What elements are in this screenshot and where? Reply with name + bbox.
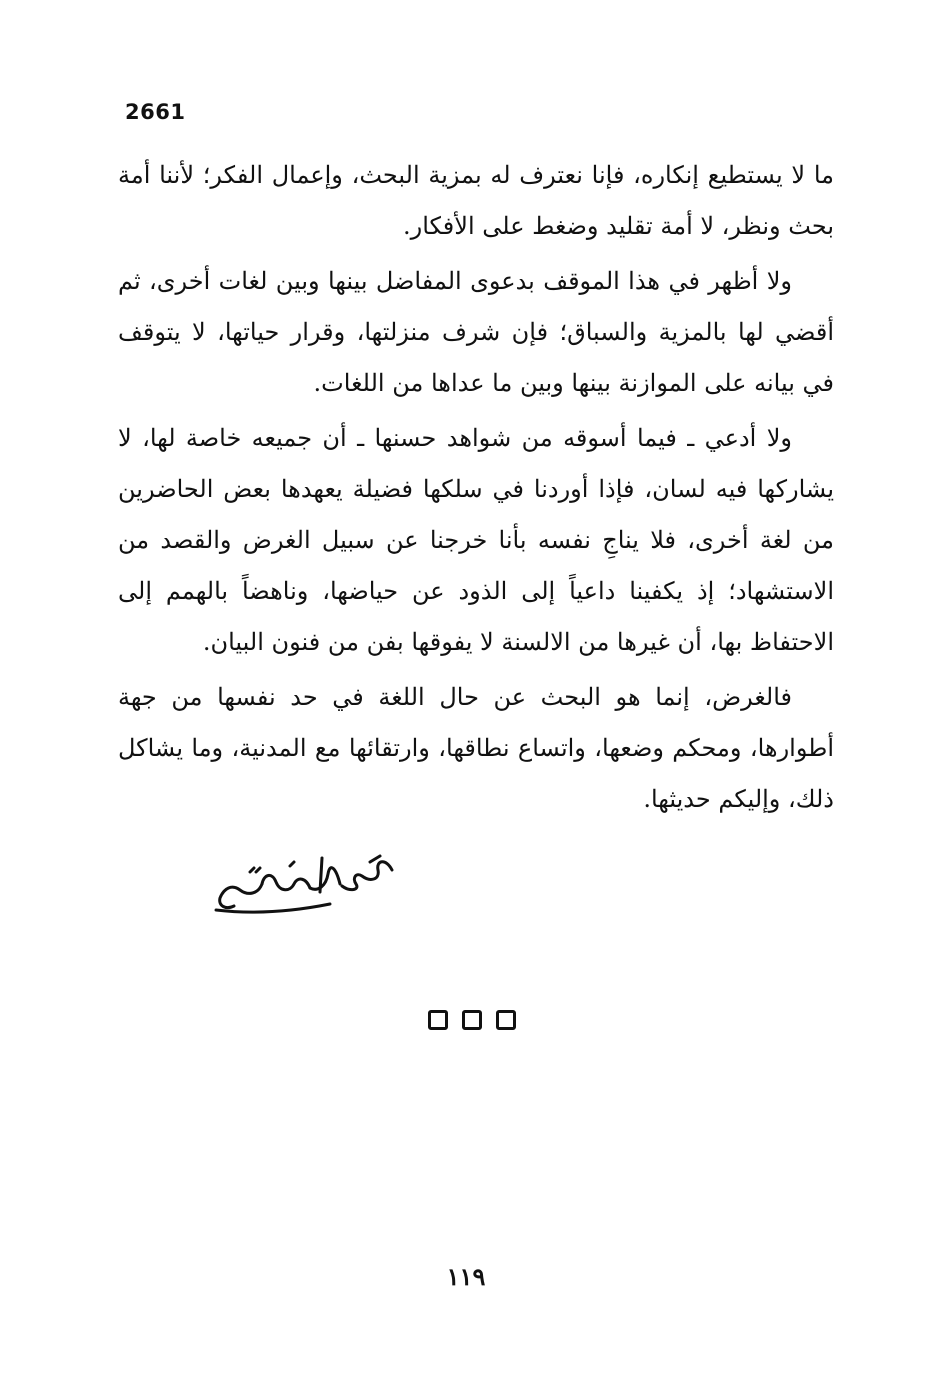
paragraph-3: ولا أدعي ـ فيما أسوقه من شواهد حسنها ـ أن جميعه خاصة لها، لا يشاركها فيه لسان، فإذا أوردنا في سلكها فضيلة يعهدها بعض الحاضرين من لغة أخرى، فلا يناجِ نفسه بأنا خرجنا عن سبيل الغرض والقصد من الاستشهاد؛ إذ يكفينا داعياً إلى الذود عن حياضها، وناهضاً بالهمم إلى الاحتفاظ بها، أن غيرها من الالسنة لا يفوقها بفن من فنون البيان. [118, 424, 835, 656]
paragraph-1: ما لا يستطيع إنكاره، فإنا نعترف له بمزية البحث، وإعمال الفكر؛ لأننا أمة بحث ونظر، لا أمة تقليد وضغط على الأفكار. [118, 161, 834, 240]
paragraph-2: ولا أظهر في هذا الموقف بدعوى المفاضل بينها وبين لغات أخرى، ثم أقضي لها بالمزية والسباق؛ فإن شرف منزلتها، وقرار حياتها، لا يتوقف في بيانه على الموازنة بينها وبين ما عداها من اللغات. [118, 267, 834, 397]
section-ornament [428, 1010, 516, 1030]
body-text [118, 150, 834, 829]
page-code: 2661 [125, 100, 186, 124]
ornament-square [428, 1010, 448, 1030]
page-number: ١١٩ [446, 1262, 486, 1291]
paragraph-4: فالغرض، إنما هو البحث عن حال اللغة في حد نفسها من جهة أطوارها، ومحكم وضعها، واتساع نطاقها، وارتقائها مع المدنية، وما يشاكل ذلك، وإليكم حديثها. [118, 683, 834, 813]
handwritten-signature [210, 848, 400, 918]
ornament-square [462, 1010, 482, 1030]
ornament-square [496, 1010, 516, 1030]
